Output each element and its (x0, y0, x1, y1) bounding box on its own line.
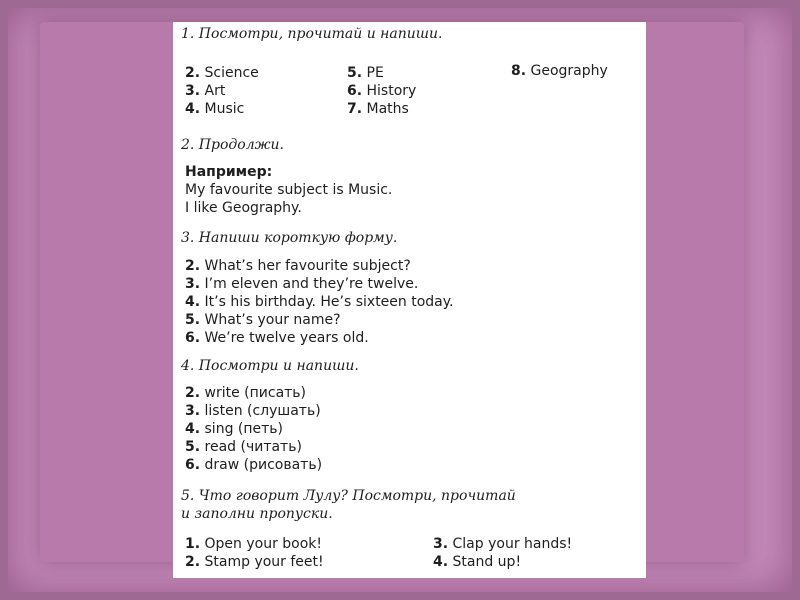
example-line: I like Geography. (185, 200, 302, 216)
subject-item: 7. Maths (347, 101, 409, 117)
list-item: 4. sing (петь) (185, 421, 284, 437)
list-item: 6. We’re twelve years old. (185, 330, 369, 346)
subject-item: 6. History (347, 83, 417, 99)
list-item: 2. write (писать) (185, 385, 307, 401)
list-item: 3. I’m eleven and they’re twelve. (185, 276, 419, 292)
command-item: 4. Stand up! (433, 554, 522, 570)
section-2-heading: 2. Продолжи. (181, 137, 285, 153)
subject-item: 5. PE (347, 65, 384, 81)
subject-item: 2. Science (185, 65, 259, 81)
list-item: 3. listen (слушать) (185, 403, 321, 419)
section-1-heading: 1. Посмотри, прочитай и напиши. (181, 26, 443, 42)
list-item: 4. It’s his birthday. He’s sixteen today. (185, 294, 454, 310)
list-item: 6. draw (рисовать) (185, 457, 323, 473)
list-item: 2. What’s her favourite subject? (185, 258, 411, 274)
subject-item: 8. Geography (511, 63, 608, 79)
subject-item: 3. Art (185, 83, 226, 99)
section-4-heading: 4. Посмотри и напиши. (181, 358, 359, 374)
example-line: My favourite subject is Music. (185, 182, 393, 198)
section-3-heading: 3. Напиши короткую форму. (181, 230, 398, 246)
command-item: 2. Stamp your feet! (185, 554, 324, 570)
worksheet-page (173, 22, 646, 578)
example-label: Например: (185, 164, 273, 180)
subject-item: 4. Music (185, 101, 245, 117)
list-item: 5. What’s your name? (185, 312, 341, 328)
section-5-heading-line2: и заполни пропуски. (181, 506, 333, 522)
command-item: 1. Open your book! (185, 536, 323, 552)
section-5-heading-line1: 5. Что говорит Лулу? Посмотри, прочитай (181, 488, 516, 504)
command-item: 3. Clap your hands! (433, 536, 573, 552)
list-item: 5. read (читать) (185, 439, 302, 455)
